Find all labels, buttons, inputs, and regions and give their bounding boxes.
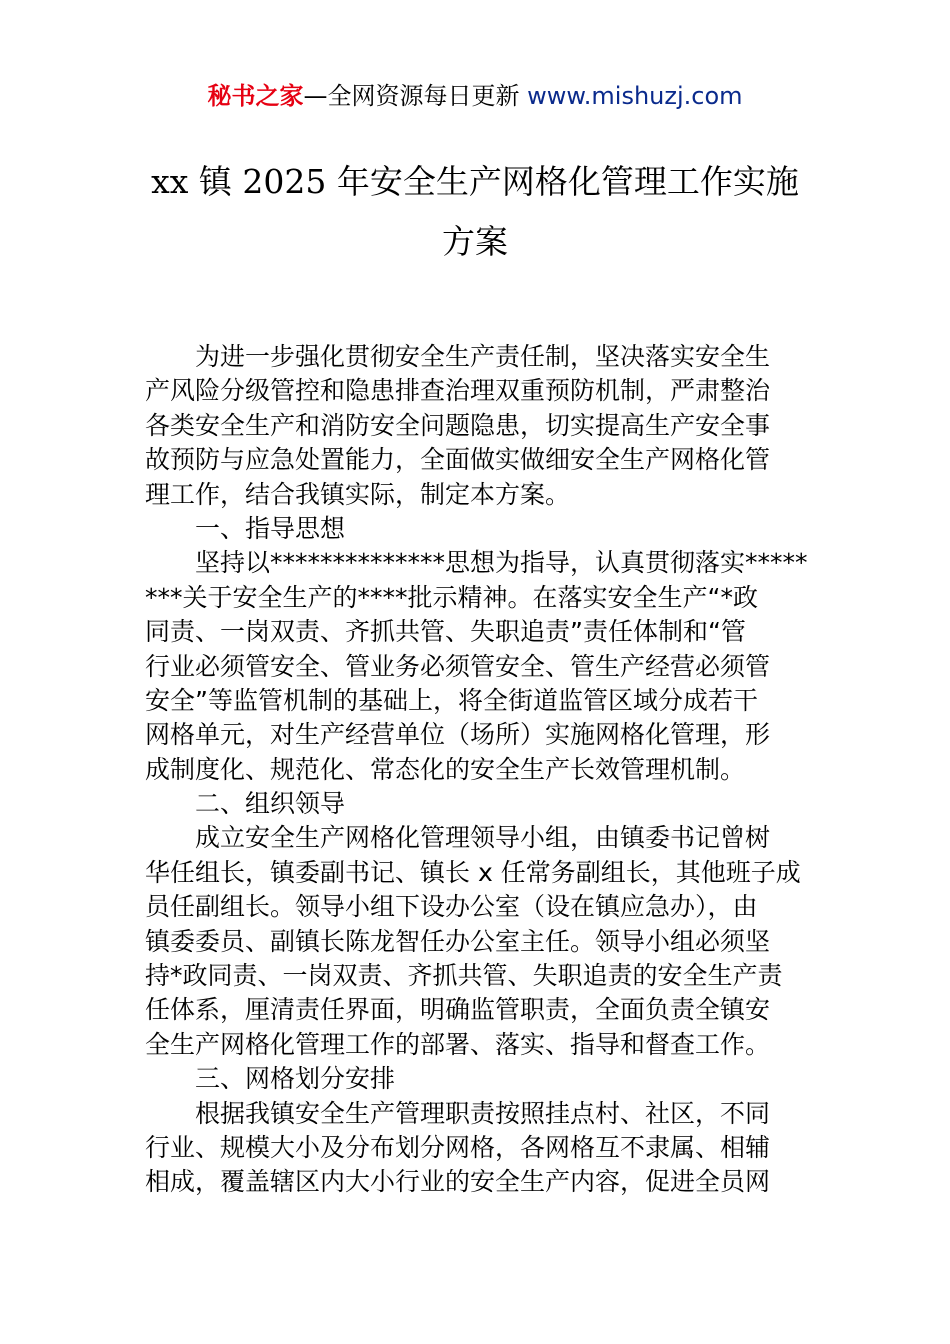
paragraph-grid-line: 行业、规模大小及分布划分网格，各网格互不隶属、相辅 [145, 1132, 771, 1162]
paragraph-intro-line: 为进一步强化贯彻安全生产责任制，坚决落实安全生 [195, 342, 771, 371]
paragraph-intro-line: 各类安全生产和消防安全问题隐患，切实提高生产安全事 [145, 410, 771, 440]
document-title [120, 152, 830, 272]
brand-name: 秘书之家 [207, 82, 304, 110]
paragraph-leadership-line: 镇委委员、副镇长陈龙智任办公室主任。领导小组必须坚 [145, 926, 771, 956]
paragraph-leadership-line: 成立安全生产网格化管理领导小组，由镇委书记曾树 [195, 823, 771, 853]
paragraph-guiding-line: 行业必须管安全、管业务必须管安全、管生产经营必须管 [145, 651, 771, 681]
site-url-link[interactable]: www.mishuzj.com [527, 82, 743, 110]
paragraph-guiding-line: 成制度化、规范化、常态化的安全生产长效管理机制。 [145, 754, 746, 784]
section-heading-guiding-thought: 一、指导思想 [195, 513, 346, 543]
paragraph-guiding-line: ***关于安全生产的****批示精神。在落实安全生产“*政 [145, 582, 758, 612]
site-header [0, 80, 950, 112]
paragraph-guiding-line: 安全”等监管机制的基础上，将全街道监管区域分成若干 [145, 685, 758, 715]
paragraph-grid-line: 相成，覆盖辖区内大小行业的安全生产内容，促进全员网 [145, 1167, 771, 1197]
paragraph-guiding-line: 同责、一岗双责、齐抓共管、失职追责”责任体制和“管 [145, 617, 746, 647]
document-body [145, 340, 810, 1200]
title-line-2: 方案 [442, 222, 508, 261]
paragraph-guiding-line: 网格单元，对生产经营单位（场所）实施网格化管理，形 [145, 720, 771, 750]
paragraph-leadership-line: 持*政同责、一岗双责、齐抓共管、失职追责的安全生产责 [145, 961, 783, 991]
paragraph-leadership-line: 华任组长，镇委副书记、镇长 x 任常务副组长，其他班子成 [145, 857, 801, 887]
paragraph-guiding-line: 坚持以**************思想为指导，认真贯彻落实***** [195, 548, 808, 578]
paragraph-intro-line: 产风险分级管控和隐患排查治理双重预防机制，严肃整治 [145, 376, 771, 406]
paragraph-grid-line: 根据我镇安全生产管理职责按照挂点村、社区，不同 [195, 1098, 771, 1128]
paragraph-leadership-line: 员任副组长。领导小组下设办公室（设在镇应急办），由 [145, 892, 758, 922]
title-line-1: xx 镇 2025 年安全生产网格化管理工作实施 [151, 162, 799, 201]
section-heading-leadership: 二、组织领导 [195, 789, 346, 819]
header-tagline: —全网资源每日更新 [303, 82, 528, 110]
paragraph-intro-line: 故预防与应急处置能力，全面做实做细安全生产网格化管 [145, 445, 771, 475]
paragraph-leadership-line: 全生产网格化管理工作的部署、落实、指导和督查工作。 [145, 1029, 771, 1059]
paragraph-leadership-line: 任体系，厘清责任界面，明确监管职责，全面负责全镇安 [145, 995, 771, 1025]
paragraph-intro-line: 理工作，结合我镇实际，制定本方案。 [145, 479, 571, 509]
section-heading-grid-division: 三、网格划分安排 [195, 1064, 396, 1094]
